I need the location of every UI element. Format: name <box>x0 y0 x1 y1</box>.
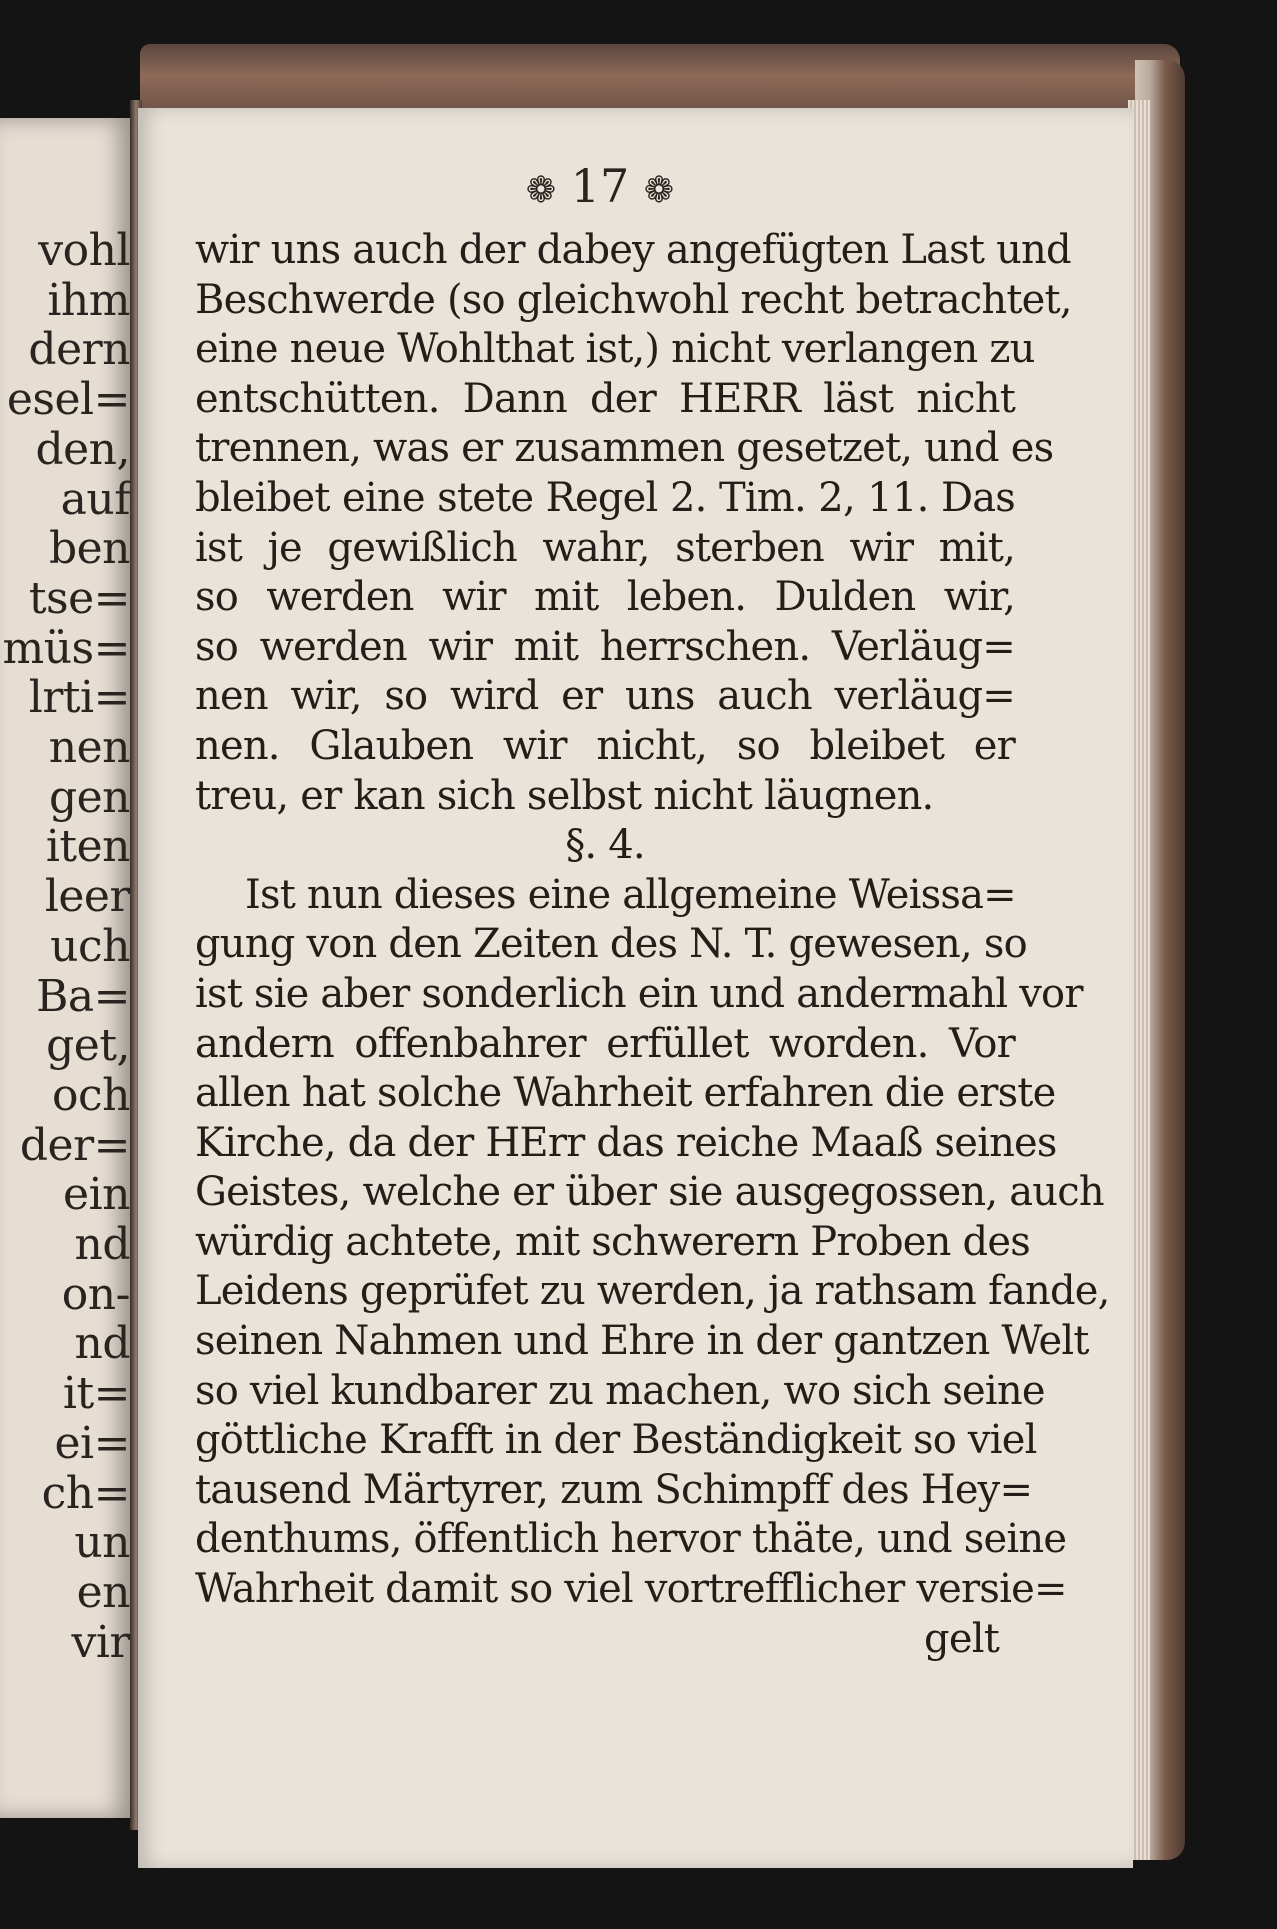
text-line: eine neue Wohlthat ist,) nicht verlangen zu <box>195 326 1035 373</box>
page-body <box>195 226 1110 1664</box>
left-fragment: esel= <box>6 374 130 426</box>
text-line: so werden wir mit leben. Dulden wir, <box>195 574 1015 621</box>
text-line: Kirche, da der HErr das reiche Maaß seines <box>195 1119 1057 1166</box>
left-fragment: den, <box>35 423 130 475</box>
text-line: Wahrheit damit so viel vortrefflicher versie= <box>195 1566 1067 1613</box>
text-line: göttliche Krafft in der Beständigkeit so viel <box>195 1417 1037 1464</box>
text-line: nen. Glauben wir nicht, so bleibet er <box>195 722 1015 769</box>
section-heading: §. 4. <box>565 822 645 869</box>
text-line: Beschwerde (so gleichwohl recht betrachtet, <box>195 276 1072 323</box>
text-line: treu, er kan sich selbst nicht läugnen. <box>195 772 934 819</box>
text-line: Ist nun dieses eine allgemeine Weissa= <box>245 871 1016 918</box>
flower-ornament-icon: ❁ <box>525 170 557 211</box>
left-fragment: der= <box>19 1119 130 1171</box>
left-fragment: iten <box>45 821 130 873</box>
left-fragment: nd <box>74 1219 130 1271</box>
text-line: gung von den Zeiten des N. T. gewesen, so <box>195 921 1027 968</box>
left-fragment: tse= <box>28 572 130 624</box>
left-fragment: nd <box>74 1318 130 1370</box>
left-fragment: get, <box>46 1020 130 1072</box>
flower-ornament-icon: ❁ <box>643 170 675 211</box>
text-line: so werden wir mit herrschen. Verläug= <box>195 623 1015 670</box>
text-line: andern offenbahrer erfüllet worden. Vor <box>195 1020 1015 1067</box>
left-fragment: ch= <box>41 1467 130 1519</box>
text-line: tausend Märtyrer, zum Schimpff des Hey= <box>195 1466 1033 1513</box>
text-line: wir uns auch der dabey angefügten Last und <box>195 227 1071 273</box>
left-fragment: ben <box>48 523 130 575</box>
text-line: so viel kundbarer zu machen, wo sich seine <box>195 1367 1045 1414</box>
left-fragment: ei= <box>54 1417 130 1469</box>
left-page <box>0 118 134 1818</box>
text-line: denthums, öffentlich hervor thäte, und seine <box>195 1516 1067 1563</box>
left-fragment: och <box>52 1069 130 1121</box>
left-fragment: müs= <box>2 622 130 674</box>
text-line: Leidens geprüfet zu werden, ja rathsam fande, <box>195 1268 1110 1315</box>
left-fragment: dern <box>28 324 130 376</box>
left-fragment: lrti= <box>28 672 130 724</box>
text-line: nen wir, so wird er uns auch verläug= <box>195 673 1015 720</box>
book-cover-top <box>140 44 1180 114</box>
left-fragment: leer <box>44 871 130 923</box>
text-line: Geistes, welche er über sie ausgegossen, auch <box>195 1169 1104 1216</box>
left-fragment: uch <box>50 920 130 972</box>
text-line: allen hat solche Wahrheit erfahren die erste <box>195 1070 1056 1117</box>
text-line: bleibet eine stete Regel 2. Tim. 2, 11. Das <box>195 474 1015 521</box>
left-fragment: en <box>76 1566 130 1618</box>
left-fragment: nen <box>48 722 130 774</box>
page-number: 17 <box>570 159 630 213</box>
page-header <box>505 158 695 219</box>
left-fragment: vir <box>71 1616 130 1668</box>
left-fragment: on- <box>61 1268 130 1320</box>
text-line: würdig achtete, mit schwerern Proben des <box>195 1218 1030 1265</box>
left-fragment: gen <box>48 771 130 823</box>
left-fragment: auf <box>60 473 130 525</box>
text-line: ist sie aber sonderlich ein und andermahl vor <box>195 970 1083 1017</box>
left-fragment: ein <box>63 1169 130 1221</box>
left-fragment: un <box>74 1517 130 1569</box>
text-line: ist je gewißlich wahr, sterben wir mit, <box>195 524 1015 571</box>
left-fragment: ihm <box>47 274 130 326</box>
text-line: entschütten. Dann der HERR läst nicht <box>195 375 1015 422</box>
left-fragment: vohl <box>38 225 130 276</box>
left-fragment: it= <box>62 1368 130 1420</box>
text-line: trennen, was er zusammen gesetzet, und es <box>195 425 1054 472</box>
left-fragment: Ba= <box>36 970 130 1022</box>
catchword: gelt <box>924 1615 999 1662</box>
text-line: seinen Nahmen und Ehre in der gantzen Welt <box>195 1318 1089 1365</box>
left-page-text <box>2 226 130 1667</box>
